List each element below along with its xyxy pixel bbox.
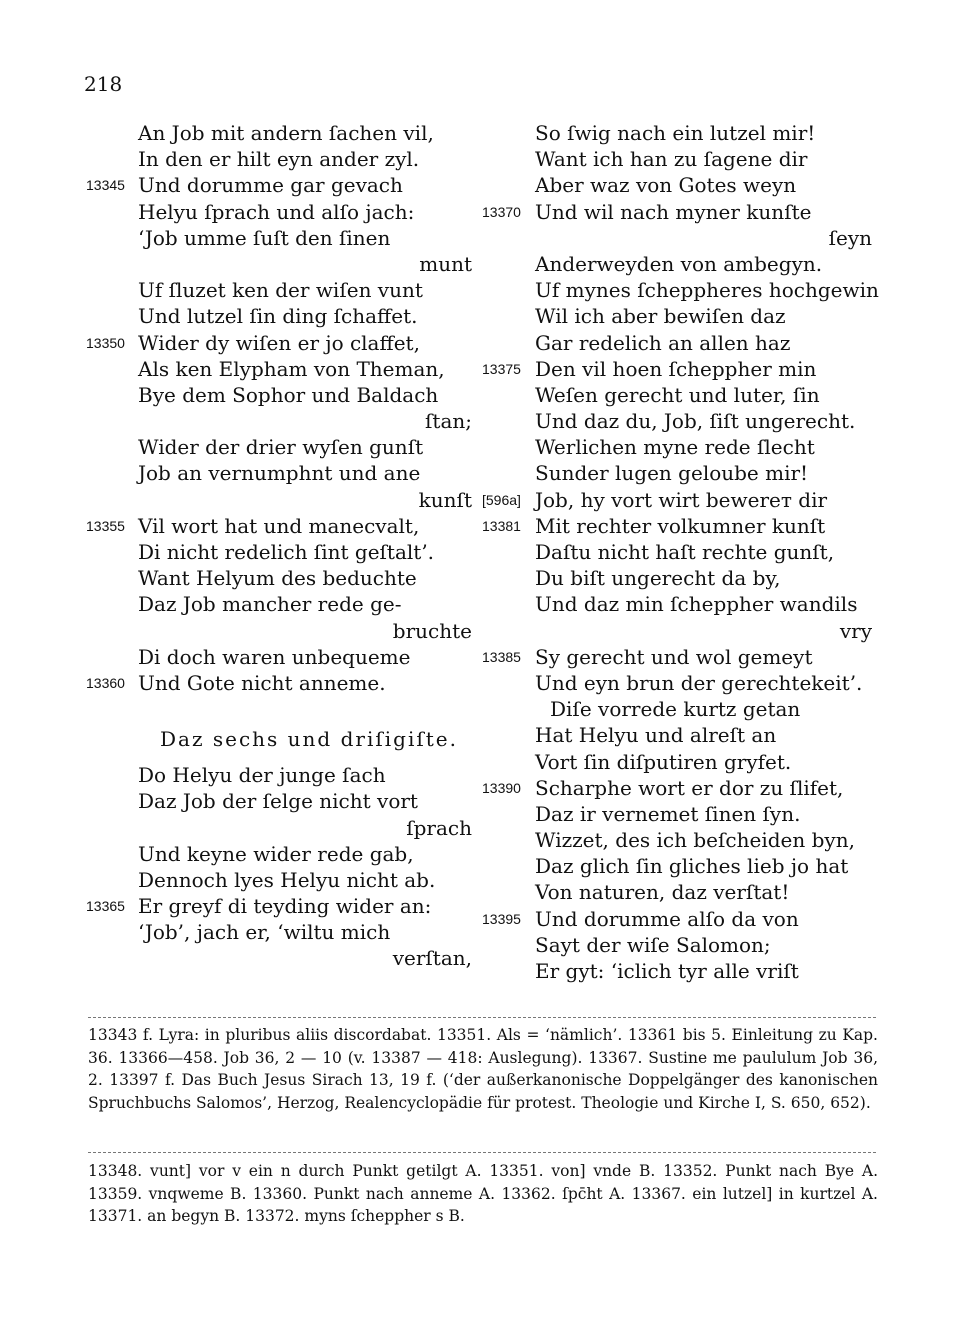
verse-text: Job an vernumphnt und ane [138,461,421,486]
verse-line [480,487,910,513]
verse-text: Gar redelich an allen haz [535,330,791,355]
verse-line [480,644,910,670]
verse-line [480,460,910,486]
verse-line [480,120,910,146]
verse-text: Vort ſin diſputiren gryfet. [535,749,792,774]
verse-text: Daſtu nicht haſt rechte gunſt, [535,540,835,564]
verse-line [480,225,910,251]
verse-line [480,801,910,827]
verse-text: Und eyn brun der gerechtekeit’. [535,670,863,695]
verse-text: Weſen gerecht und luter, ſin [535,382,820,407]
verse-line [0,815,500,841]
verse-line [0,841,500,867]
verse-line [480,879,910,905]
verse-line [480,251,910,277]
verse-line [0,919,500,945]
verse-line [480,565,910,591]
verse-line [480,749,910,775]
verse-text: Wider dy wiſen er jo claffet, [138,330,420,355]
verse-line [0,513,500,539]
verse-line [480,434,910,460]
chapter-gap [0,696,500,722]
verse-line [0,788,500,814]
verse-line [480,775,910,801]
verse-text: ‘Job’, jach er, ‘wiltu mich [138,920,391,945]
verse-text: Und dorumme alſo da von [535,906,799,931]
verse-line [0,762,500,788]
verse-text: Daz ir vernemet ſinen ſyn. [535,801,801,826]
verse-line [0,251,500,277]
verse-text: Dennoch lyes Helyu nicht ab. [138,867,436,892]
verse-text: bruchte [392,618,472,643]
verse-line [0,893,500,919]
verse-text: Helyu ſprach und alſo jach: [138,199,415,224]
verse-line [480,199,910,225]
verse-line [0,303,500,329]
line-number: 13365 [86,898,125,915]
verse-line [0,330,500,356]
verse-text: Wil ich aber bewiſen daz [535,304,786,329]
verse-text: Scharphe wort er dor zu ſlifet, [535,775,844,800]
verse-text: vry [839,618,872,643]
verse-line [480,591,910,617]
verse-line [480,958,910,984]
verse-text: ſprach [406,815,472,840]
verse-line [0,120,500,146]
verse-line [0,591,500,617]
verse-text: kunſt [418,487,472,512]
page-number: 218 [84,72,123,96]
verse-text: Werlichen myne rede ſlecht [535,435,815,460]
verse-line [0,618,500,644]
verse-text: Vil wort hat und manecvalt, [138,513,420,538]
footnote-rule-2 [88,1152,876,1153]
verse-text: Do Helyu der junge ſach [138,763,386,788]
verse-line [0,487,500,513]
verse-line [0,644,500,670]
verse-text: ſeyn [828,225,872,250]
verse-line [480,277,910,303]
verse-text: Von naturen, daz verſtat! [535,880,790,905]
verse-line [0,565,500,591]
verse-line [0,146,500,172]
verse-text: Sunder lugen geloube mir! [535,461,809,486]
verse-line [0,670,500,696]
verse-line [480,146,910,172]
verse-text: Und keyne wider rede gab, [138,841,414,866]
line-number: 13360 [86,674,125,691]
verse-line [0,867,500,893]
verse-line [0,382,500,408]
verse-text: Du biſt ungerecht da by, [535,566,781,591]
line-number: 13355 [86,517,125,534]
verse-line [480,696,910,722]
verse-text: So ſwig nach ein lutzel mir! [535,121,816,145]
verse-text: Anderweyden von ambegyn. [535,251,823,276]
footnotes-variants [88,1160,878,1228]
verse-text: Und wil nach myner kunſte [535,199,812,224]
verse-line [480,408,910,434]
verse-line [0,945,500,971]
verse-text: Hat Helyu und alreſt an [535,723,777,748]
verse-text: Mit rechter volkumner kunſt [535,513,826,538]
verse-text: Di nicht redelich ſint geſtalt’. [138,540,435,564]
verse-text: ‘Job umme ſuſt den ſinen [138,225,391,250]
verse-text: Wizzet, des ich beſcheiden byn, [535,828,855,853]
verse-line [0,277,500,303]
verse-line [480,853,910,879]
verse-text: Job, hy vort wirt bewerет dir [535,487,828,512]
footnote-paragraph: 13348. vunt] vor v ein n durch Punkt getilgt A. 13351. von] vnde B. 13352. Punkt nach Bye A. 13359. vnqweme B. 13360. Punkt nach anneme A. 13362. ſpc̄ht A. 13367. ein lutzel] in kurtzel A. 13371. an begyn B. 13372. myns ſcheppher s B. [88,1162,878,1225]
verse-text: Daz glich ſin gliches lieb jo hat [535,854,849,879]
verse-text: verſtan, [392,946,472,971]
verse-text: Sayt der wiſe Salomon; [535,932,771,957]
verse-text: Uf ſluzet ken der wiſen vunt [138,278,423,303]
line-number: 13390 [482,779,521,796]
verse-text: Und daz min ſcheppher wandils [535,592,858,617]
verse-text: Und lutzel ſin ding ſchaffet. [138,304,418,329]
verse-text: ſtan; [425,409,472,434]
verse-line [0,434,500,460]
chapter-heading [0,722,500,756]
line-number: 13385 [482,648,521,665]
verse-line [480,722,910,748]
footnote-paragraph: 13343 f. Lyra: in pluribus aliis discordabat. 13351. Als = ‘nämlich’. 13361 bis 5. Einleitung zu Kap. 36. 13366—458. Job 36, 2 — 10 (v. 13387 — 418: Auslegung). 13367. Sustine me paululum Job 36, 2. 13397 f. Das Buch Jesus Sirach 13, 19 f. (‘der außerkanonische Doppelgänger des kanonischen Spruchbuchs Salomos’, Herzog, Realencyclopädie für protest. Theologie und Kirche I, S. 650, 652). [88,1026,878,1112]
verse-line [480,906,910,932]
verse-text: Want Helyum des beduchte [138,566,417,591]
verse-text: Bye dem Sophor und Baldach [138,382,439,407]
verse-text: Wider der drier wyſen gunſt [138,435,424,460]
line-number: [596a] [482,491,521,508]
verse-text: Und dorumme gar gevach [138,173,403,198]
verse-line [480,670,910,696]
verse-line [480,513,910,539]
verse-line [0,460,500,486]
verse-text: In den er hilt eyn ander zyl. [138,147,420,172]
verse-line [480,356,910,382]
verse-line [0,225,500,251]
line-number: 13350 [86,334,125,351]
verse-text: Uf mynes ſcheppheres hochgewin [535,278,879,303]
line-number: 13345 [86,177,125,194]
verse-line [480,382,910,408]
footnote-rule [88,1017,876,1018]
verse-text: Di doch waren unbequeme [138,644,411,669]
verse-line [0,539,500,565]
verse-line [480,330,910,356]
line-number: 13381 [482,517,521,534]
footnotes-commentary [88,1024,878,1114]
verse-text: Er greyf di teyding wider an: [138,894,432,919]
verse-line [0,172,500,198]
right-column [480,120,910,984]
verse-text: Daz Job mancher rede ge- [138,592,402,617]
verse-line [0,408,500,434]
verse-text: munt [419,251,472,276]
verse-text: Den vil hoen ſcheppher min [535,356,817,381]
verse-text: Er gyt: ‘iclich tyr alle vriſt [535,959,799,983]
verse-line [480,932,910,958]
verse-text: Als ken Elypham von Theman, [138,356,445,381]
line-number: 13395 [482,910,521,927]
verse-text: Diſe vorrede kurtz getan [550,697,801,722]
verse-line [480,172,910,198]
verse-text: Sy gerecht und wol gemeyt [535,644,813,669]
verse-line [0,199,500,225]
verse-text: Und Gote nicht anneme. [138,670,386,695]
verse-text: Want ich han zu ſagene dir [535,147,808,172]
left-column [0,120,500,972]
verse-line [480,618,910,644]
verse-line [480,827,910,853]
chapter-heading-text: Daz sechs und driſigiſte. [160,727,458,752]
line-number: 13370 [482,203,521,220]
verse-text: Daz Job der ſelge nicht vort [138,789,418,814]
verse-line [480,539,910,565]
verse-line [0,356,500,382]
line-number: 13375 [482,360,521,377]
verse-line [480,303,910,329]
verse-text: An Job mit andern ſachen vil, [138,121,434,145]
verse-text: Aber waz von Gotes weyn [535,173,797,198]
verse-text: Und daz du, Job, ſiſt ungerecht. [535,409,856,434]
